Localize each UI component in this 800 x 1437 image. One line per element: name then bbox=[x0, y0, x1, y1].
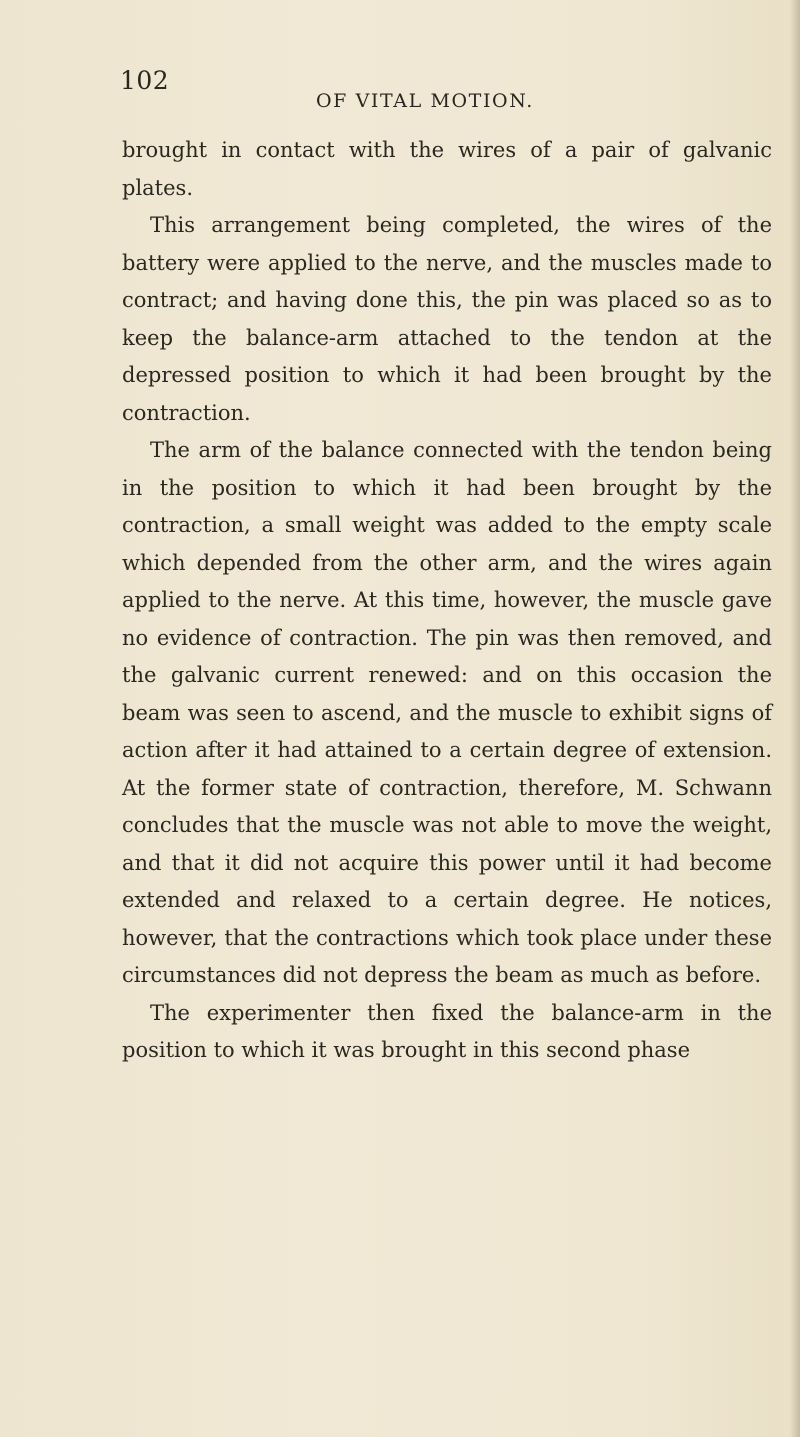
paragraph: The arm of the balance connected with the tendon being in the position to which it had been brought by the contraction, a small weight was added to the empty scale which depended from the other arm, and the wires again applied to the nerve. At this time, however, the muscle gave no evidence of contraction. The pin was then removed, and the galvanic current renewed: and on this occasion the beam was seen to ascend, and the muscle to exhibit signs of action after it had attained to a certain degree of extension. At the former state of contraction, therefore, M. Schwann concludes that the muscle was not able to move the weight, and that it did not acquire this power until it had become extended and relaxed to a certain degree. He notices, however, that the contractions which took place under these circumstances did not depress the beam as much as before. bbox=[122, 438, 772, 987]
page-header bbox=[0, 66, 800, 114]
page-number: 102 bbox=[120, 66, 170, 95]
running-head: OF VITAL MOTION. bbox=[316, 90, 534, 112]
body-text bbox=[122, 132, 772, 1070]
paragraph-continued: brought in contact with the wires of a pair of galvanic plates. bbox=[122, 138, 772, 200]
paragraph: This arrangement being completed, the wires of the battery were applied to the nerve, and the muscles made to contract; and having done this, the pin was placed so as to keep the balance-arm attached to the tendon at the depressed position to which it had been brought by the contraction. bbox=[122, 213, 772, 425]
paragraph: The experimenter then fixed the balance-arm in the position to which it was brought in this second phase bbox=[122, 1000, 772, 1062]
page-edge-shadow bbox=[790, 0, 800, 1437]
